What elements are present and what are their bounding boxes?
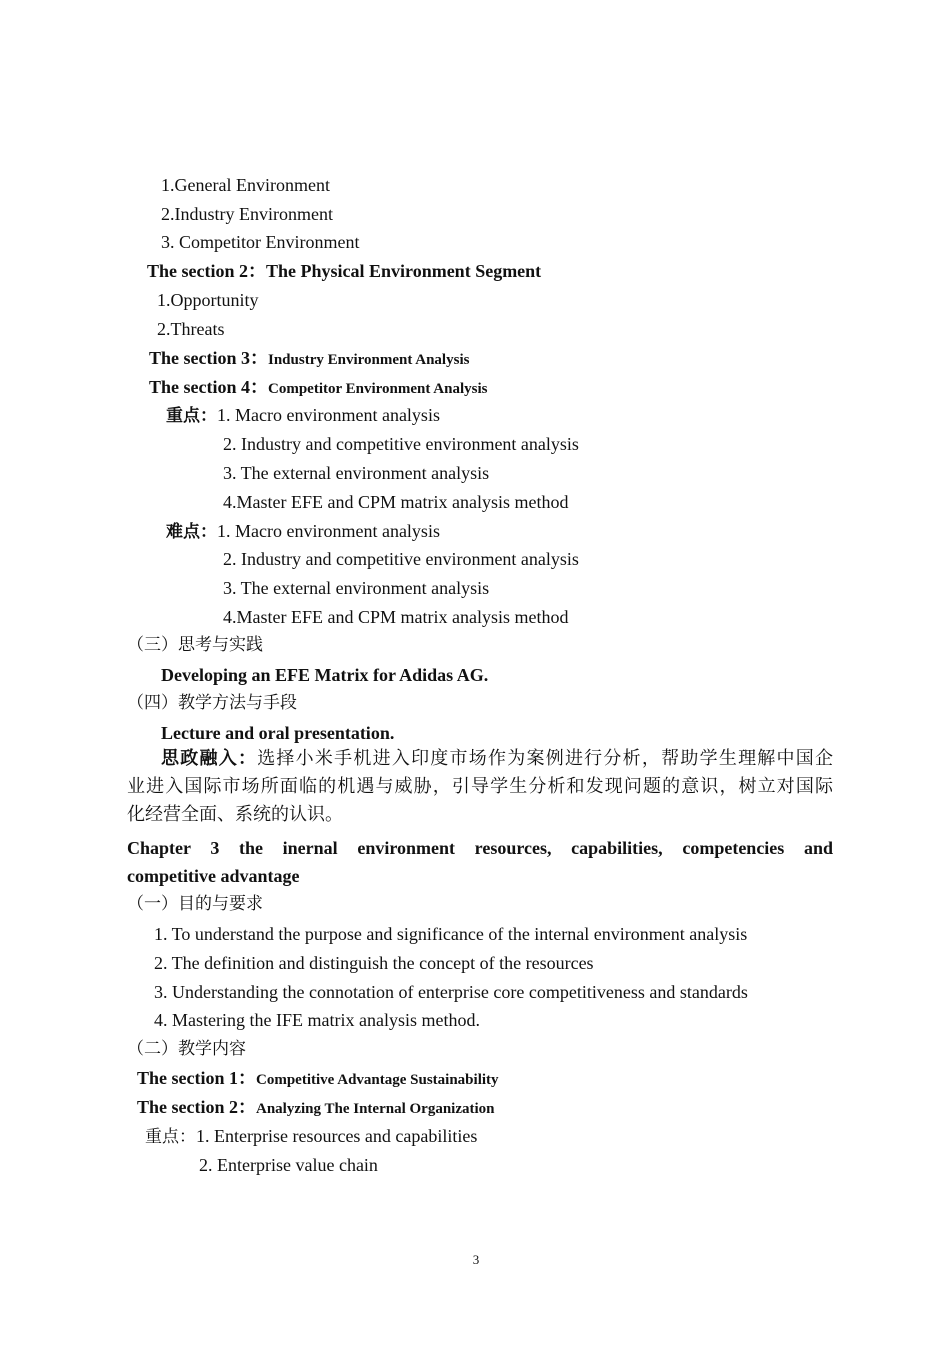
paragraph-text: 选择小米手机进入印度市场作为案例进行分析，帮助学生理解中国企 [257,748,834,769]
key-points-label: 重点： [145,1127,196,1147]
section-heading [149,376,487,400]
page-number: 3 [472,1252,480,1267]
ideology-paragraph [127,745,833,829]
section-label: The section 2： [137,1097,256,1117]
subsection-heading: （一）目的与要求 [127,894,263,914]
difficult-point: 4.Master EFE and CPM matrix analysis method [223,607,569,627]
list-item: 3. Competitor Environment [161,232,360,252]
section-title: Analyzing The Internal Organization [256,1101,495,1117]
key-point: 4.Master EFE and CPM matrix analysis method [223,492,569,512]
section-label: The section 3： [149,348,268,368]
section-label: The section 4： [149,377,268,397]
key-points [166,404,440,427]
list-item: 2. The definition and distinguish the concept of the resources [154,953,594,973]
list-item: 1. To understand the purpose and significance of the internal environment analysis [154,924,748,944]
section-heading [137,1096,495,1120]
subsection-heading: （三）思考与实践 [127,635,263,655]
difficult-points-label: 难点： [166,522,217,542]
section-heading [149,347,469,371]
key-points-label: 重点： [166,406,217,426]
paragraph-line: 化经营全面、系统的认识。 [127,804,343,825]
subsection-heading: （四）教学方法与手段 [127,693,297,713]
paragraph-line: 业进入国际市场所面临的机遇与威胁，引导学生分析和发现问题的意识，树立对国际 [127,776,833,797]
section-title: Industry Environment Analysis [268,352,470,368]
section-label: The section 2： [147,261,266,281]
practice-text: Developing an EFE Matrix for Adidas AG. [161,665,489,685]
list-item: 1.Opportunity [157,290,259,310]
section-heading [147,260,541,282]
key-point: 3. The external environment analysis [223,463,490,483]
section-title: Competitive Advantage Sustainability [256,1072,499,1088]
key-point: 1. Enterprise resources and capabilities [196,1126,478,1146]
section-title: The Physical Environment Segment [266,261,542,281]
section-label: The section 1： [137,1068,256,1088]
list-item: 2.Industry Environment [161,204,333,224]
difficult-point: 2. Industry and competitive environment analysis [223,549,579,569]
difficult-point: 1. Macro environment analysis [217,521,440,541]
chapter-heading [127,834,833,890]
method-text: Lecture and oral presentation. [161,723,395,743]
list-item: 3. Understanding the connotation of enterprise core competitiveness and standards [154,982,748,1002]
section-heading [137,1067,499,1091]
difficult-point: 3. The external environment analysis [223,578,490,598]
ideology-label: 思政融入： [161,748,258,769]
key-point: 1. Macro environment analysis [217,405,440,425]
list-item: 4. Mastering the IFE matrix analysis method. [154,1010,480,1030]
list-item: 1.General Environment [161,175,330,195]
chapter-title-line: Chapter 3 the inernal environment resources, capabilities, competencies and [127,838,833,858]
chapter-title-line: competitive advantage [127,866,300,886]
difficult-points [166,520,440,543]
key-points [145,1125,477,1148]
subsection-heading: （二）教学内容 [127,1039,246,1059]
paragraph-line [127,745,833,773]
list-item: 2.Threats [157,319,225,339]
section-title: Competitor Environment Analysis [268,381,488,397]
key-point: 2. Industry and competitive environment analysis [223,434,579,454]
key-point: 2. Enterprise value chain [199,1155,378,1175]
